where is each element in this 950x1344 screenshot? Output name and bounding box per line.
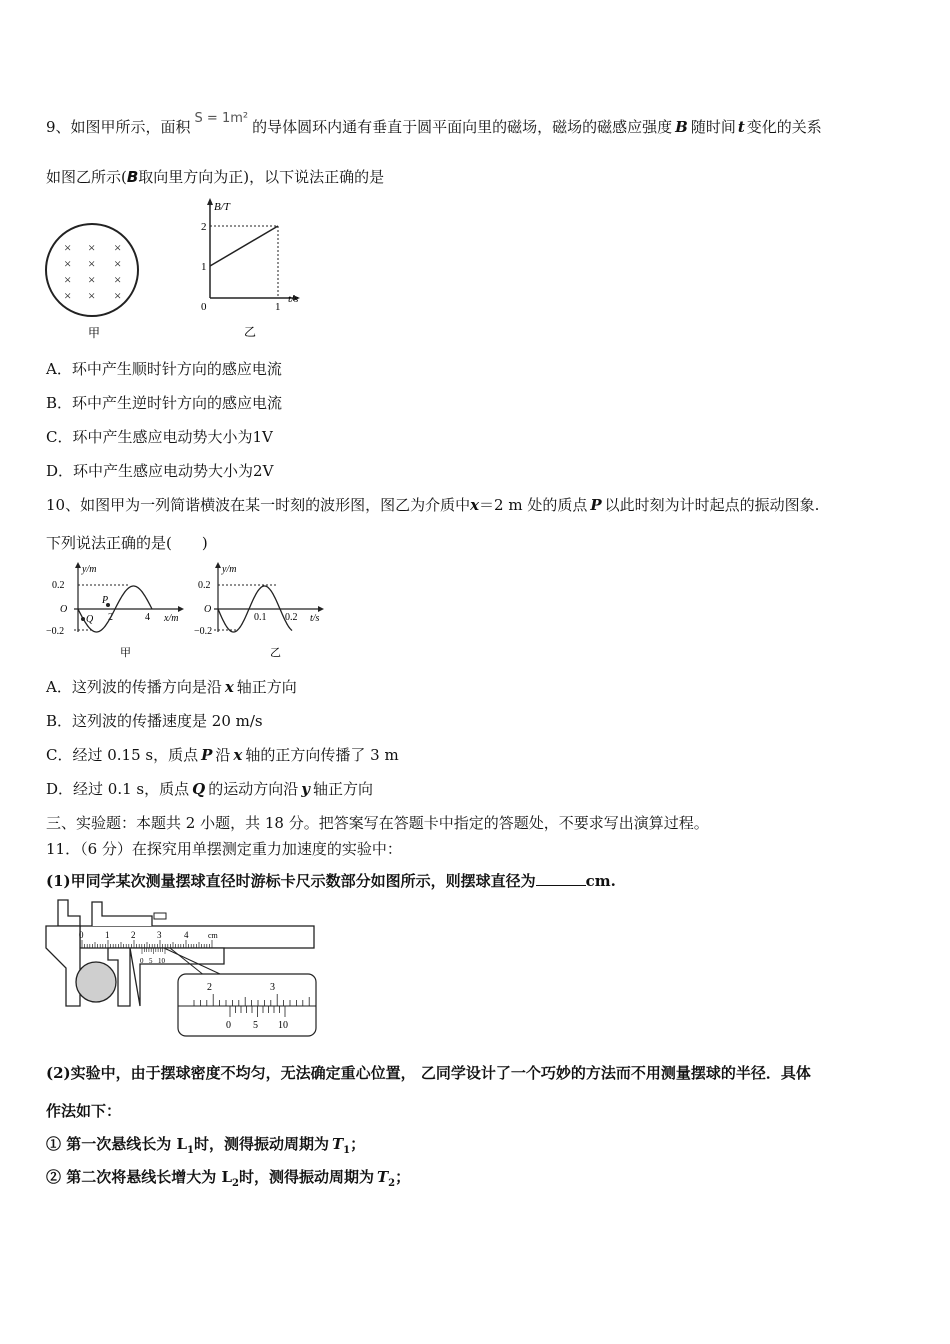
caliper-figure (44, 898, 318, 1038)
step2-text1: ② 第二次将悬线长增大为 L (46, 1168, 232, 1186)
x-axis-arrow (178, 606, 184, 612)
y-tick-bottom: −0.2 (194, 626, 213, 637)
q10-var-P: P (590, 496, 602, 514)
q11-step1 (46, 1133, 365, 1156)
zoom-vern-10: 10 (278, 1020, 288, 1031)
q10-opt-d-Q: Q (192, 780, 206, 798)
step2-sub: 2 (232, 1178, 239, 1189)
upper-fixed-jaw (58, 900, 80, 926)
q10-opt-d-y: y (301, 780, 310, 798)
q9-option-c: C．环中产生感应电动势大小为1V (46, 428, 273, 446)
x-axis-label: x/m (164, 613, 179, 624)
q10-figure-wave (44, 560, 194, 662)
q10-opt-d-text2: 的运动方向沿 (208, 780, 299, 798)
y-tick-0: 0 (201, 301, 207, 313)
answer-blank[interactable] (536, 873, 586, 886)
svg-text:×: × (88, 240, 96, 255)
svg-text:×: × (64, 240, 72, 255)
main-tick-3: 3 (157, 930, 162, 940)
point-q-label: Q (86, 614, 94, 625)
q11-part2-line2: 作法如下： (46, 1102, 122, 1120)
q9-line1 (46, 111, 822, 137)
svg-text:×: × (64, 256, 72, 271)
q9-text-d: 变化的关系 (746, 118, 822, 136)
q10-text-a: 10、如图甲为一列简谐横波在某一时刻的波形图，图乙为介质中 (46, 496, 471, 514)
lock-screw (154, 913, 166, 919)
y-tick-bottom: −0.2 (46, 626, 65, 637)
q9-caption-right: 乙 (244, 325, 257, 339)
q10-opt-c-P: P (201, 746, 213, 764)
step2-T-sub: 2 (388, 1178, 396, 1189)
q11-part1-text: (1)甲同学某次测量摆球直径时游标卡尺示数部分如图所示，则摆球直径为 (46, 872, 536, 890)
q10-figure-vibration (194, 560, 334, 662)
q10-caption-right: 乙 (270, 647, 281, 659)
step1-text1: ① 第一次悬线长为 L (46, 1135, 187, 1153)
step2-text2: 时，测得振动周期为 (238, 1168, 374, 1186)
y-tick-top: 0.2 (198, 580, 211, 591)
main-unit: cm (208, 931, 218, 940)
upper-slide-jaw (92, 902, 152, 926)
step1-sub: 1 (187, 1145, 194, 1156)
x-tick-4: 4 (145, 612, 150, 623)
step2-end: ； (395, 1168, 411, 1186)
y-axis-label: y/m (222, 564, 237, 575)
q10-line2: 下列说法正确的是( ) (46, 534, 208, 552)
q9-caption-left: 甲 (88, 326, 101, 340)
q11-part2-line1: (2)实验中，由于摆球密度不均匀，无法确定重心位置， 乙同学设计了一个巧妙的方法而不用测量摆球的半径．具体 (46, 1064, 811, 1082)
x-axis-label: t/s (288, 293, 299, 305)
q10-opt-c-text1: C．经过 0.15 s，质点 (46, 746, 199, 764)
zoom-main-3: 3 (270, 982, 275, 993)
q9-var-t: t (737, 118, 745, 136)
q9-text-b: 的导体圆环内通有垂直于圆平面向里的磁场，磁场的磁感应强度 (252, 118, 673, 136)
q10-opt-d-text1: D．经过 0.1 s，质点 (46, 780, 190, 798)
b-t-line (210, 226, 278, 266)
y-tick-1: 1 (201, 261, 207, 273)
step1-end: ； (350, 1135, 366, 1153)
x-tick-2: 2 (108, 612, 113, 623)
vernier-tick-10: 10 (158, 957, 165, 965)
q10-var-x: x (470, 496, 480, 514)
main-tick-4: 4 (184, 930, 189, 940)
t-axis-arrow (318, 606, 324, 612)
svg-text:×: × (114, 256, 122, 271)
q9-text-c: 随时间 (690, 118, 736, 136)
svg-text:×: × (64, 288, 72, 303)
zoom-main-2: 2 (207, 982, 212, 993)
q10-caption-left: 甲 (120, 647, 131, 659)
point-p-label: P (102, 595, 109, 606)
q10-opt-a-text2: 轴正方向 (236, 678, 297, 696)
q10-text-b: ＝2 m 处的质点 (479, 496, 588, 514)
zoom-vern-0: 0 (226, 1020, 231, 1031)
vernier-tick-0: 0 (140, 957, 144, 965)
q9-option-d: D．环中产生感应电动势大小为2V (46, 462, 274, 480)
main-tick-0: 0 (79, 930, 84, 940)
svg-text:×: × (88, 272, 96, 287)
y-axis-label: y/m (82, 564, 97, 575)
q11-title: 11．（6 分）在探究用单摆测定重力加速度的实验中： (46, 840, 402, 858)
main-tick-2: 2 (131, 930, 136, 940)
q10-opt-a-x: x (224, 678, 234, 696)
section-3-heading: 三、实验题：本题共 2 小题，共 18 分。把答案写在答题卡中指定的答题处，不要求写出演算过程。 (46, 814, 709, 832)
t-axis-label: t/s (310, 613, 320, 624)
q9-var-B: B (675, 118, 688, 136)
q10-option-a (46, 676, 297, 697)
q10-option-b: B．这列波的传播速度是 20 m/s (46, 712, 263, 730)
main-scale-bar (80, 926, 314, 948)
main-tick-1: 1 (105, 930, 110, 940)
y-axis-arrow (75, 562, 81, 568)
svg-text:×: × (88, 288, 96, 303)
svg-text:×: × (114, 288, 122, 303)
step1-T-sub: 1 (343, 1145, 351, 1156)
y-tick-top: 0.2 (52, 580, 65, 591)
origin-label: O (60, 604, 68, 615)
step1-T: T (331, 1135, 344, 1153)
fixed-jaw (46, 926, 80, 1006)
step2-T: T (376, 1168, 389, 1186)
q10-option-c (46, 744, 399, 765)
y-axis-label: B/T (214, 201, 230, 213)
q9-line2-b: 取向里方向为正)，以下说法正确的是 (138, 168, 385, 186)
q10-opt-d-text3: 轴正方向 (312, 780, 373, 798)
x-tick-1: 1 (275, 301, 281, 313)
q9-option-b: B．环中产生逆时针方向的感应电流 (46, 394, 283, 412)
q9-formula: S = 1m² (194, 111, 249, 126)
q10-opt-c-text3: 轴的正方向传播了 3 m (245, 746, 399, 764)
q9-option-a: A．环中产生顺时针方向的感应电流 (46, 360, 282, 378)
t-tick-02: 0.2 (285, 612, 298, 623)
point-q (81, 617, 85, 621)
svg-text:×: × (114, 272, 122, 287)
origin-label: O (204, 604, 212, 615)
q9-line2 (46, 166, 384, 187)
y-tick-2: 2 (201, 221, 207, 233)
y-axis-arrow (215, 562, 221, 568)
q9-line2-a: 如图乙所示( (46, 168, 127, 186)
q9-line2-B: B (126, 168, 139, 186)
zoom-vern-5: 5 (253, 1020, 258, 1031)
q10-opt-a-text1: A．这列波的传播方向是沿 (46, 678, 222, 696)
vernier-tick-5: 5 (149, 957, 153, 965)
q11-part1-unit: cm. (585, 872, 616, 890)
field-crosses (64, 240, 121, 303)
svg-text:×: × (114, 240, 122, 255)
q11-step2 (46, 1166, 410, 1189)
q10-opt-c-x: x (233, 746, 243, 764)
q10-text-c: 以此时刻为计时起点的振动图象. (604, 496, 820, 514)
q9-text-a: 9、如图甲所示，面积 (46, 118, 191, 136)
t-tick-01: 0.1 (254, 612, 267, 623)
q9-figure-graph (196, 196, 316, 342)
q9-figure-circle (44, 218, 144, 342)
q10-line1 (46, 494, 819, 515)
y-axis-arrow (207, 198, 213, 205)
zoom-box (178, 974, 316, 1036)
q10-opt-c-text2: 沿 (215, 746, 231, 764)
q10-option-d (46, 778, 373, 799)
step1-text2: 时，测得振动周期为 (193, 1135, 329, 1153)
svg-text:×: × (88, 256, 96, 271)
svg-text:×: × (64, 272, 72, 287)
q11-part1 (46, 870, 616, 891)
pendulum-ball (76, 962, 116, 1002)
